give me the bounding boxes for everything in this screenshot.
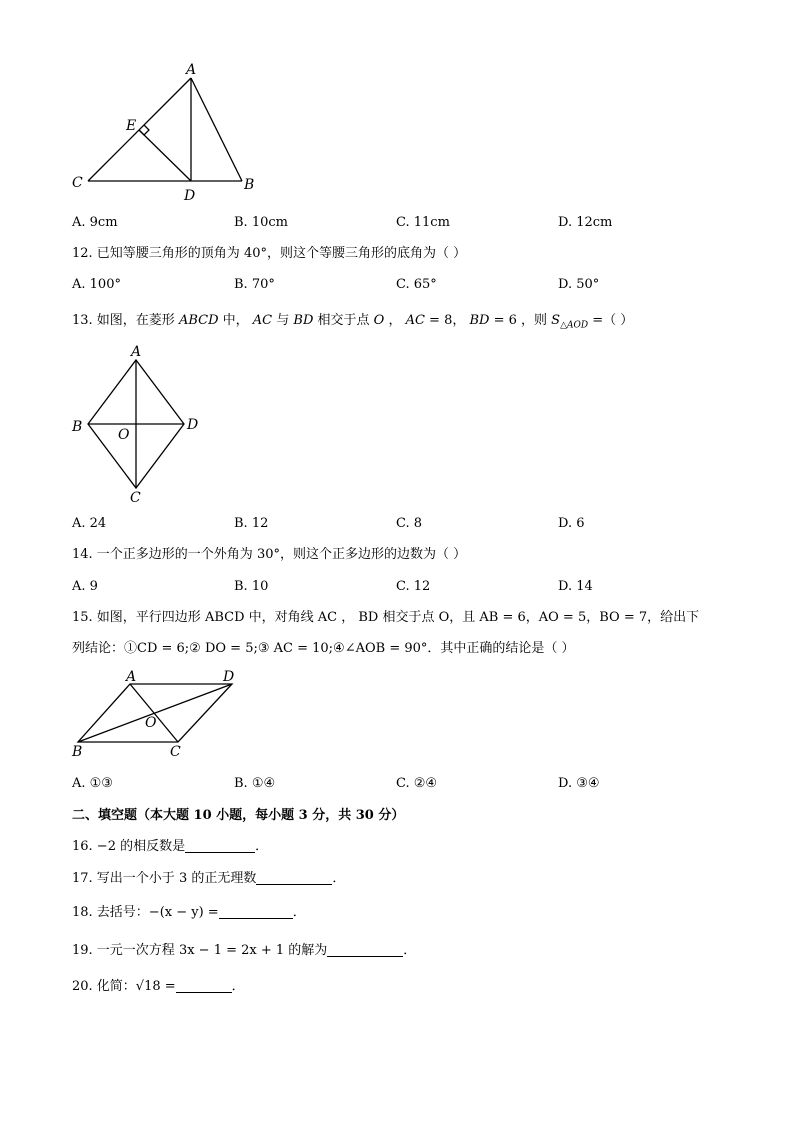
q11-option-d: D. 12cm (558, 215, 613, 230)
q14-option-d: D. 14 (558, 579, 593, 594)
answer-blank[interactable] (256, 870, 332, 885)
q16: 16. −2 的相反数是 ． (72, 839, 269, 854)
q11-option-a: A. 9cm (72, 215, 118, 230)
label-A: A (126, 669, 137, 685)
answer-blank[interactable] (176, 978, 232, 993)
label-C: C (170, 744, 181, 760)
q19: 19. 一元一次方程 3x − 1 = 2x + 1 的解为 ． (72, 943, 417, 958)
q11-option-b: B. 10cm (234, 215, 288, 230)
q12-option-d: D. 50° (558, 277, 600, 292)
q14-stem: 14. 一个正多边形的一个外角为 30°，则这个正多边形的边数为（ ） (72, 547, 467, 562)
answer-blank[interactable] (327, 942, 403, 957)
q12-option-a: A. 100° (72, 277, 121, 292)
q14-option-a: A. 9 (72, 579, 98, 594)
label-A: A (186, 62, 197, 78)
label-C: C (130, 490, 141, 506)
label-B: B (72, 744, 83, 760)
q14-option-c: C. 12 (396, 579, 431, 594)
q15-option-a: A. ①③ (72, 776, 113, 791)
label-O: O (118, 427, 130, 443)
label-E: E (126, 118, 137, 134)
q18: 18. 去括号：−(x − y) = ． (72, 905, 306, 920)
q13-option-b: B. 12 (234, 516, 269, 531)
q15-option-d: D. ③④ (558, 776, 600, 791)
q12-option-c: C. 65° (396, 277, 437, 292)
q14-option-b: B. 10 (234, 579, 269, 594)
q13-option-a: A. 24 (72, 516, 107, 531)
answer-blank[interactable] (219, 904, 293, 919)
figure-triangle-q11 (66, 60, 266, 205)
q15-stem-line2: 列结论：①CD = 6;② DO = 5;③ AC = 10;④∠AOB = 90°．其中正确的结论是（ ） (72, 641, 575, 656)
q13-option-d: D. 6 (558, 516, 585, 531)
label-O: O (145, 715, 157, 731)
q12-stem: 12. 已知等腰三角形的顶角为 40°，则这个等腰三角形的底角为（ ） (72, 246, 467, 261)
q13-option-c: C. 8 (396, 516, 423, 531)
q11-option-c: C. 11cm (396, 215, 450, 230)
label-D: D (184, 188, 196, 204)
q17: 17. 写出一个小于 3 的正无理数 ． (72, 871, 346, 886)
section-title: 二、填空题（本大题 10 小题，每小题 3 分，共 30 分） (72, 808, 405, 823)
label-D: D (223, 669, 235, 685)
label-A: A (131, 344, 142, 360)
answer-blank[interactable] (185, 838, 255, 853)
q15-option-b: B. ①④ (234, 776, 276, 791)
label-B: B (72, 419, 83, 435)
figure-rhombus-q13 (66, 340, 216, 510)
q15-option-c: C. ②④ (396, 776, 438, 791)
label-D: D (187, 417, 199, 433)
figure-parallelogram-q15 (66, 668, 246, 763)
label-B: B (244, 177, 255, 193)
label-C: C (72, 175, 83, 191)
q15-stem-line1: 15. 如图，平行四边形 ABCD 中，对角线 AC ， BD 相交于点 O，且 AB = 6，AO = 5，BO = 7，给出下 (72, 610, 700, 625)
q20: 20. 化简：√18 = ． (72, 979, 245, 994)
q13-stem: 13. 如图，在菱形 ABCD 中， AC 与 BD 相交于点 O ， AC = 8， BD = 6 ，则 $S_{\triangle AOD}$ =（ ） (72, 313, 634, 331)
q12-option-b: B. 70° (234, 277, 275, 292)
